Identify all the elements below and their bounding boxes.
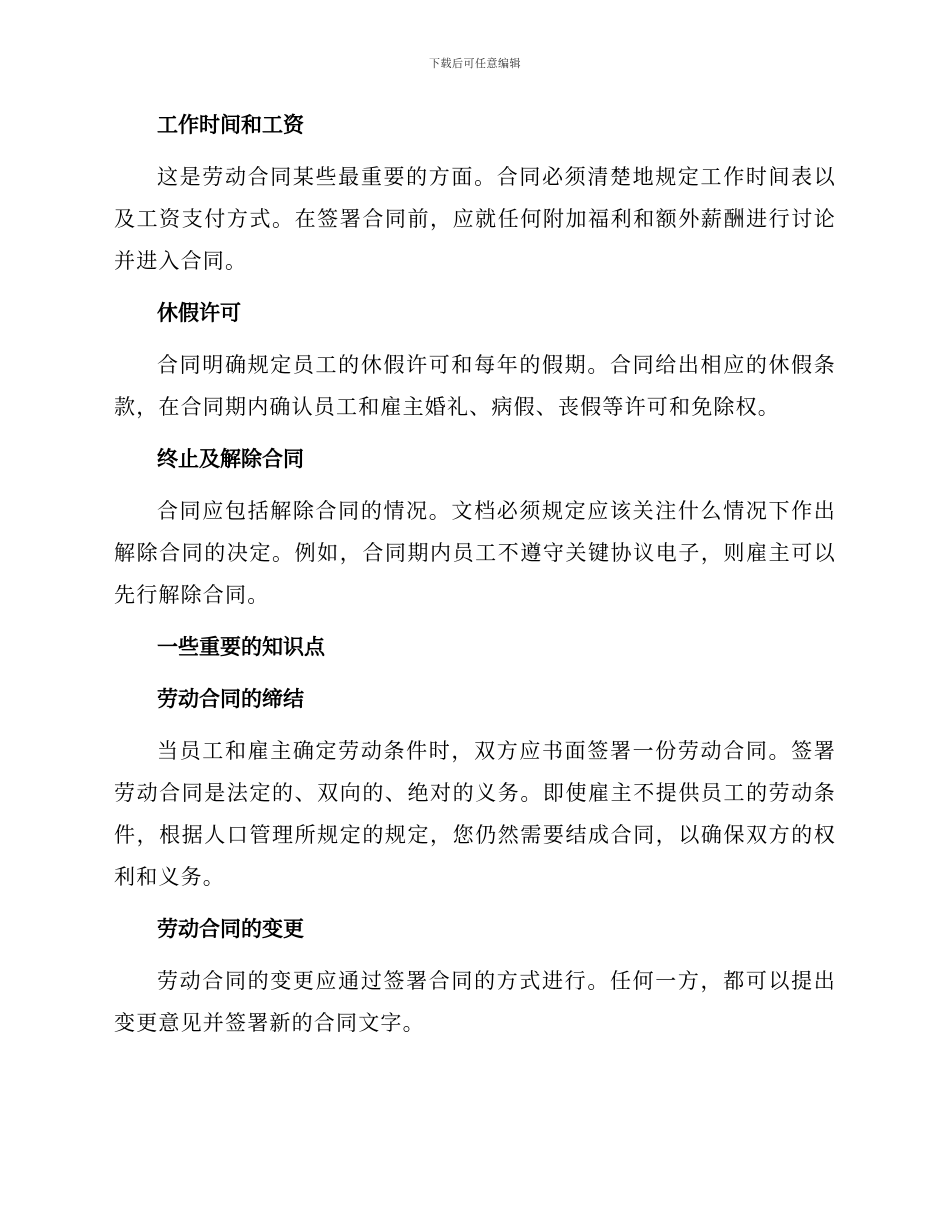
section-heading-leave: 休假许可 <box>157 301 241 325</box>
section-heading-work-hours: 工作时间和工资 <box>157 113 304 137</box>
section-body-change: 劳动合同的变更应通过签署合同的方式进行。任何一方，都可以提出变更意见并签署新的合同文字。 <box>114 969 836 1035</box>
page-header-note: 下载后可任意编辑 <box>429 57 521 70</box>
section-body-leave: 合同明确规定员工的休假许可和每年的假期。合同给出相应的休假条款，在合同期内确认员工和雇主婚礼、病假、丧假等许可和免除权。 <box>114 353 836 419</box>
section-heading-conclusion: 劳动合同的缔结 <box>157 687 304 711</box>
document-body <box>114 104 836 1044</box>
section-heading-key-points: 一些重要的知识点 <box>157 635 325 659</box>
section-body-work-hours: 这是劳动合同某些最重要的方面。合同必须清楚地规定工作时间表以及工资支付方式。在签署合同前，应就任何附加福利和额外薪酬进行讨论并进入合同。 <box>114 165 836 273</box>
section-body-termination: 合同应包括解除合同的情况。文档必须规定应该关注什么情况下作出解除合同的决定。例如，合同期内员工不遵守关键协议电子，则雇主可以先行解除合同。 <box>114 499 836 607</box>
section-heading-termination: 终止及解除合同 <box>157 447 304 471</box>
section-heading-change: 劳动合同的变更 <box>157 917 304 941</box>
section-body-conclusion: 当员工和雇主确定劳动条件时，双方应书面签署一份劳动合同。签署劳动合同是法定的、双向的、绝对的义务。即使雇主不提供员工的劳动条件，根据人口管理所规定的规定，您仍然需要结成合同，以确保双方的权利和义务。 <box>114 739 836 889</box>
